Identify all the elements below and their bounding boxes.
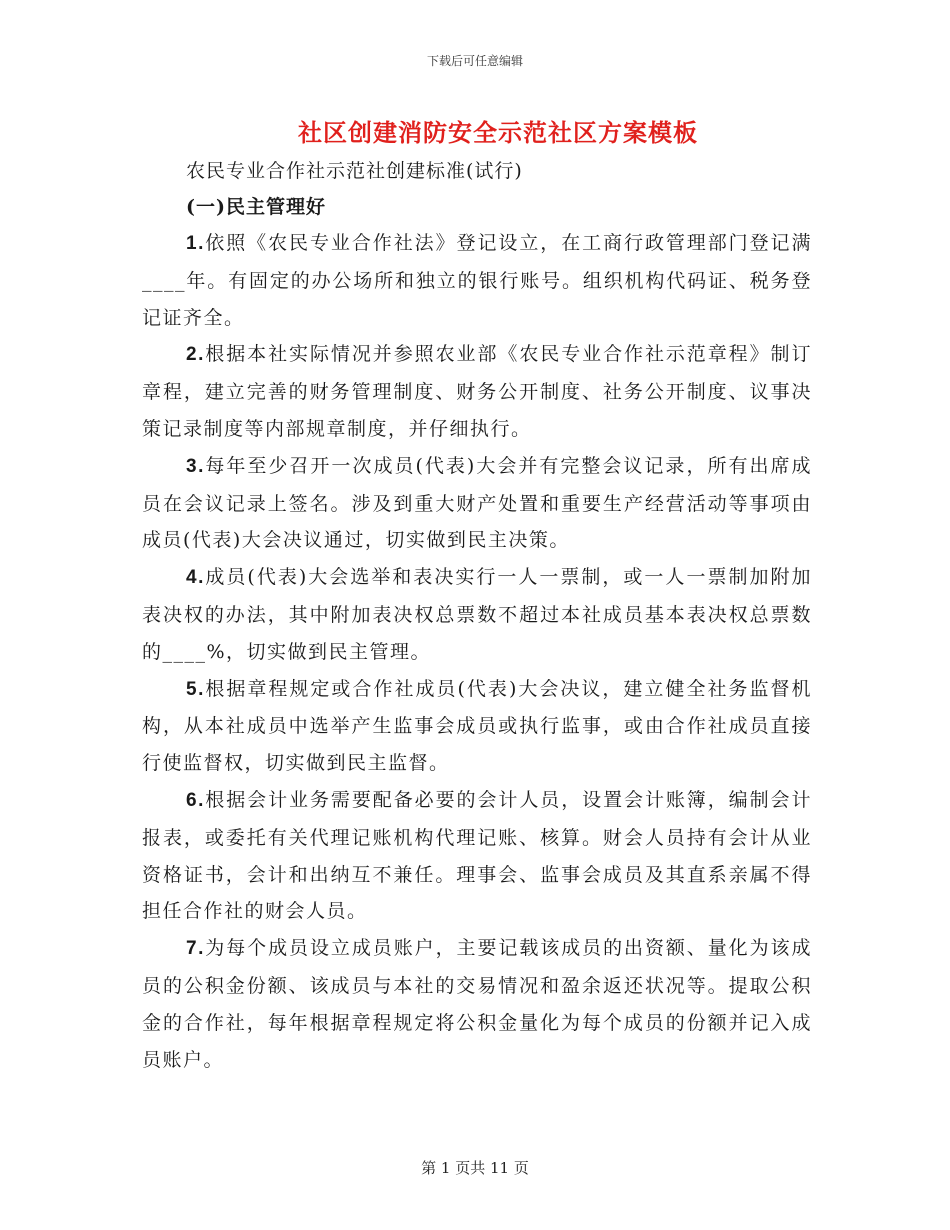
paragraph-text: 为每个成员设立成员账户，主要记载该成员的出资额、量化为该成员的公积金份额、该成员与本社的交易情况和盈余返还状况等。提取公积金的合作社，每年根据章程规定将公积金量化为每个成员的份额并记入成员账户。 <box>142 937 812 1071</box>
paragraph-4 <box>142 559 812 670</box>
paragraph-5 <box>142 671 812 782</box>
section-heading: (一)民主管理好 <box>186 196 326 218</box>
paragraph-text: 成员(代表)大会选举和表决实行一人一票制，或一人一票制加附加表决权的办法，其中附加表决权总票数不超过本社成员基本表决权总票数的____%，切实做到民主管理。 <box>142 566 812 663</box>
paragraph-text: 根据会计业务需要配备必要的会计人员，设置会计账簿，编制会计报表，或委托有关代理记账机构代理记账、核算。财会人员持有会计从业资格证书，会计和出纳互不兼任。理事会、监事会成员及其直系亲属不得担任合作社的财会人员。 <box>142 788 812 923</box>
document-title: 社区创建消防安全示范社区方案模板 <box>298 118 698 147</box>
paragraph-1 <box>142 225 812 336</box>
page-footer: 第 1 页共 11 页 <box>421 1159 529 1177</box>
paragraph-7 <box>142 930 812 1078</box>
paragraph-number: 3. <box>186 455 205 477</box>
paragraph-number: 4. <box>186 567 205 589</box>
paragraph-number: 7. <box>186 938 205 960</box>
paragraph-2 <box>142 336 812 447</box>
document-subtitle: 农民专业合作社示范社创建标准(试行) <box>186 160 523 182</box>
paragraph-text: 依照《农民专业合作社法》登记设立，在工商行政管理部门登记满____年。有固定的办公场所和独立的银行账号。组织机构代码证、税务登记证齐全。 <box>142 232 812 329</box>
paragraph-text: 每年至少召开一次成员(代表)大会并有完整会议记录，所有出席成员在会议记录上签名。涉及到重大财产处置和重要生产经营活动等事项由成员(代表)大会决议通过，切实做到民主决策。 <box>142 454 812 552</box>
paragraph-number: 6. <box>186 789 205 811</box>
document-body <box>142 153 812 1078</box>
page-header-note: 下载后可任意编辑 <box>426 54 523 68</box>
paragraph-text: 根据本社实际情况并参照农业部《农民专业合作社示范章程》制订章程，建立完善的财务管理制度、财务公开制度、社务公开制度、议事决策记录制度等内部规章制度，并仔细执行。 <box>142 343 812 440</box>
paragraph-3 <box>142 448 812 559</box>
paragraph-6 <box>142 782 812 930</box>
paragraph-number: 2. <box>186 344 205 366</box>
paragraph-text: 根据章程规定或合作社成员(代表)大会决议，建立健全社务监督机构，从本社成员中选举产生监事会成员或执行监事，或由合作社成员直接行使监督权，切实做到民主监督。 <box>142 677 812 775</box>
paragraph-number: 5. <box>186 678 205 700</box>
paragraph-number: 1. <box>186 233 205 254</box>
